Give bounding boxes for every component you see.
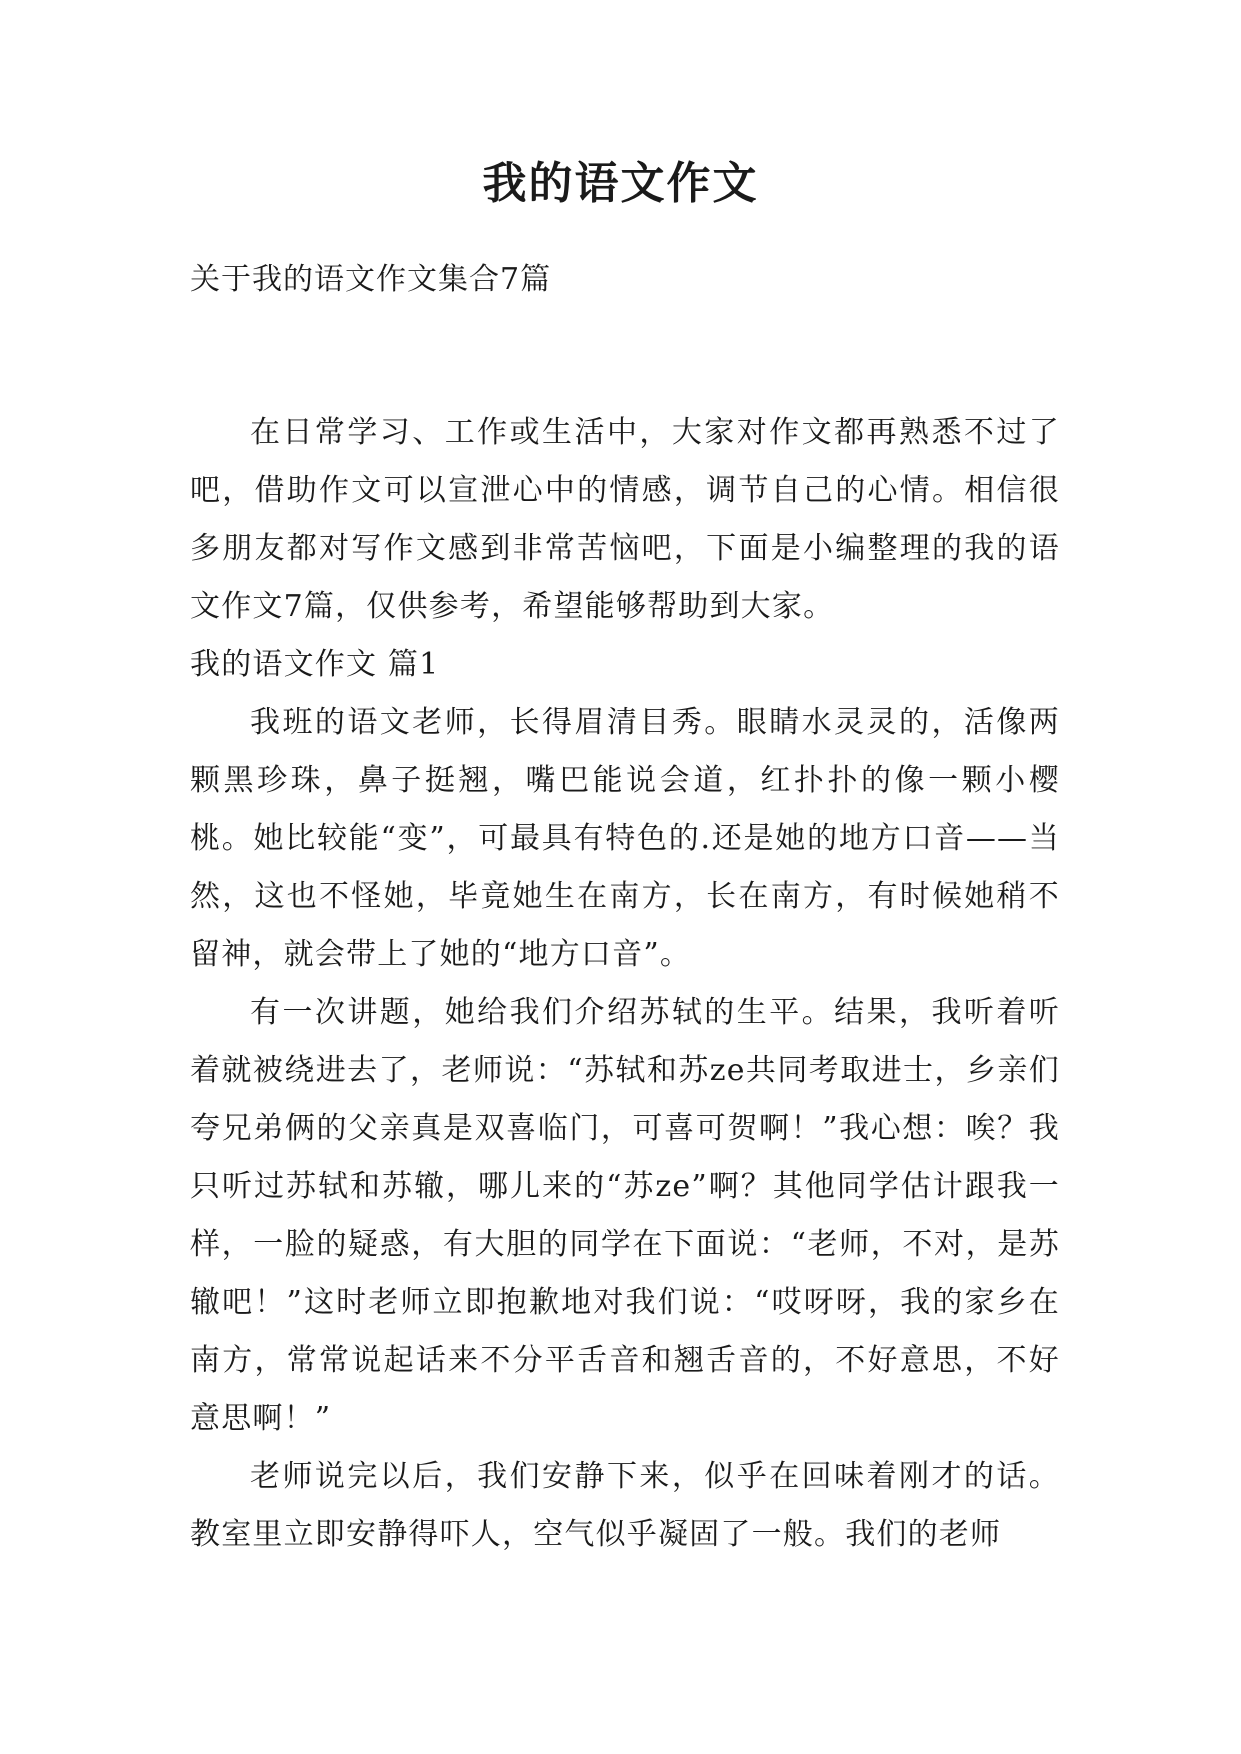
document-title: 我的语文作文 xyxy=(482,158,759,209)
body-paragraph: 老师说完以后，我们安静下来，似乎在回味着刚才的话。教室里立即安静得吓人，空气似乎凝固了一般。我们的老师 xyxy=(190,1459,1060,1552)
body-paragraph: 我班的语文老师，长得眉清目秀。眼睛水灵灵的，活像两颗黑珍珠，鼻子挺翘，嘴巴能说会道，红扑扑的像一颗小樱桃。她比较能“变”，可最具有特色的.还是她的地方口音——当然，这也不怪她，毕竟她生在南方，长在南方，有时候她稍不留神，就会带上了她的“地方口音”。 xyxy=(190,705,1060,972)
body-paragraph: 有一次讲题，她给我们介绍苏轼的生平。结果，我听着听着就被绕进去了，老师说：“苏轼和苏ze共同考取进士，乡亲们夸兄弟俩的父亲真是双喜临门，可喜可贺啊！”我心想：唉？我只听过苏轼和苏辙，哪儿来的“苏ze”啊？其他同学估计跟我一样，一脸的疑惑，有大胆的同学在下面说：“老师，不对，是苏辙吧！”这时老师立即抱歉地对我们说：“哎呀呀，我的家乡在南方，常常说起话来不分平舌音和翘舌音的，不好意思，不好意思啊！” xyxy=(190,995,1060,1436)
document-subtitle: 关于我的语文作文集合7篇 xyxy=(190,262,552,297)
section-heading: 我的语文作文 篇1 xyxy=(190,647,440,682)
document-body xyxy=(190,404,1060,1564)
intro-paragraph: 在日常学习、工作或生活中，大家对作文都再熟悉不过了吧，借助作文可以宣泄心中的情感，调节自己的心情。相信很多朋友都对写作文感到非常苦恼吧，下面是小编整理的我的语文作文7篇，仅供参考，希望能够帮助到大家。 xyxy=(190,415,1060,624)
